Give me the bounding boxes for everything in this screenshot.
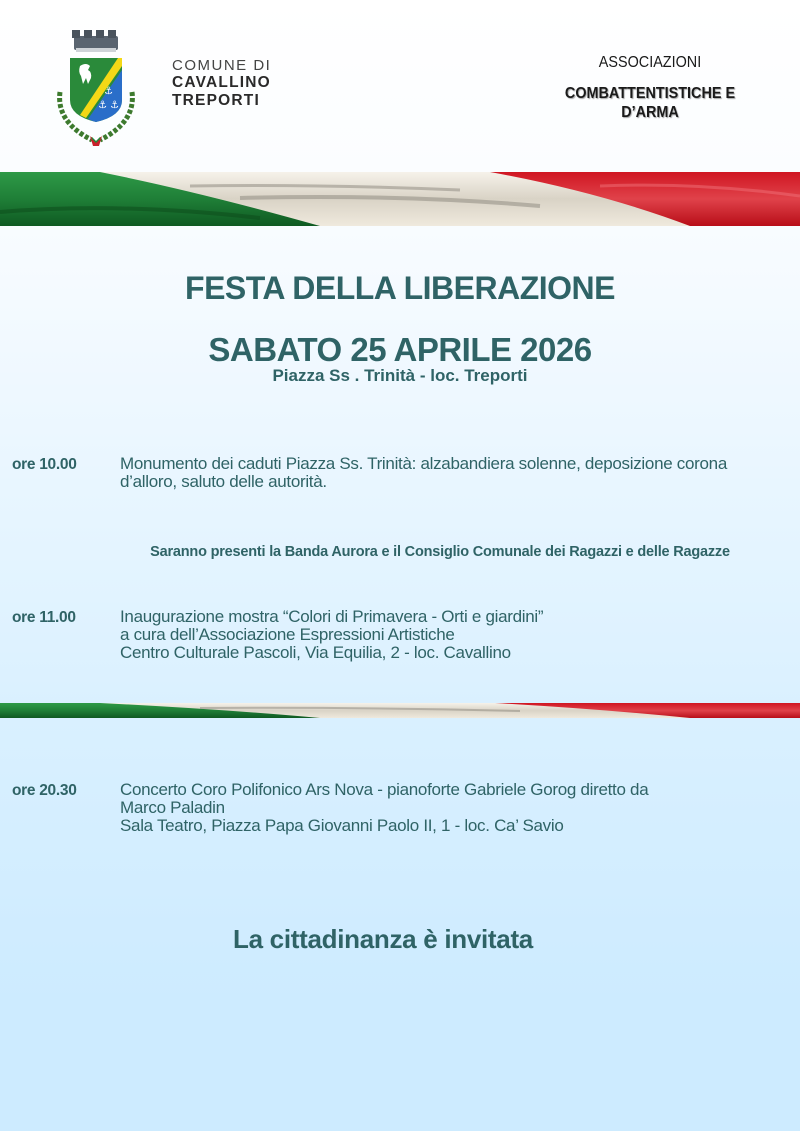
italian-flag-banner-divider <box>0 703 800 718</box>
program-line: Monumento dei caduti Piazza Ss. Trinità: alzabandiera solenne, deposizione corona <box>120 454 727 473</box>
municipality-line1: COMUNE DI <box>172 57 272 74</box>
program-line: d’alloro, saluto delle autorità. <box>120 472 327 491</box>
municipality-name <box>172 58 271 108</box>
program-line: a cura dell’Associazione Espressioni Artistiche <box>120 625 455 644</box>
program-description-1 <box>120 455 727 491</box>
program-line: Centro Culturale Pascoli, Via Equilia, 2 - loc. Cavallino <box>120 643 511 662</box>
associations-label: ASSOCIAZIONI <box>598 54 702 71</box>
program-line: Sala Teatro, Piazza Papa Giovanni Paolo II, 1 - loc. Ca’ Savio <box>120 816 564 835</box>
program-time-2: ore 11.00 <box>12 609 76 626</box>
municipality-line3: TREPORTI <box>172 91 260 109</box>
associations-line3: D’ARMA <box>621 104 679 121</box>
associations-block <box>540 54 760 122</box>
associations-name <box>551 84 749 122</box>
closing-invitation: La cittadinanza è invitata <box>233 924 533 954</box>
associations-line2: COMBATTENTISTICHE E <box>564 85 736 102</box>
program-description-3 <box>120 781 648 835</box>
participants-note: Saranno presenti la Banda Aurora e il Consiglio Comunale dei Ragazzi e delle Ragazze <box>150 544 730 560</box>
municipality-line2: CAVALLINO <box>172 74 271 91</box>
event-location: Piazza Ss . Trinità - loc. Treporti <box>272 366 528 385</box>
program-time-3: ore 20.30 <box>12 782 77 799</box>
program-line: Inaugurazione mostra “Colori di Primavera - Orti e giardini” <box>120 607 544 626</box>
event-date: SABATO 25 APRILE 2026 <box>208 331 592 368</box>
program-description-2 <box>120 608 543 662</box>
svg-text:⚓: ⚓ <box>110 100 119 111</box>
program-line: Concerto Coro Polifonico Ars Nova - pianoforte Gabriele Gorog diretto da <box>120 780 649 799</box>
event-title: FESTA DELLA LIBERAZIONE <box>185 270 615 306</box>
program-time-1: ore 10.00 <box>12 456 77 473</box>
svg-text:⚓: ⚓ <box>104 86 113 97</box>
italian-flag-banner-top <box>0 172 800 226</box>
crown-icon <box>72 30 118 52</box>
municipal-crest-icon <box>52 30 140 152</box>
svg-text:⚓: ⚓ <box>98 100 107 111</box>
program-line: Marco Paladin <box>120 798 225 817</box>
